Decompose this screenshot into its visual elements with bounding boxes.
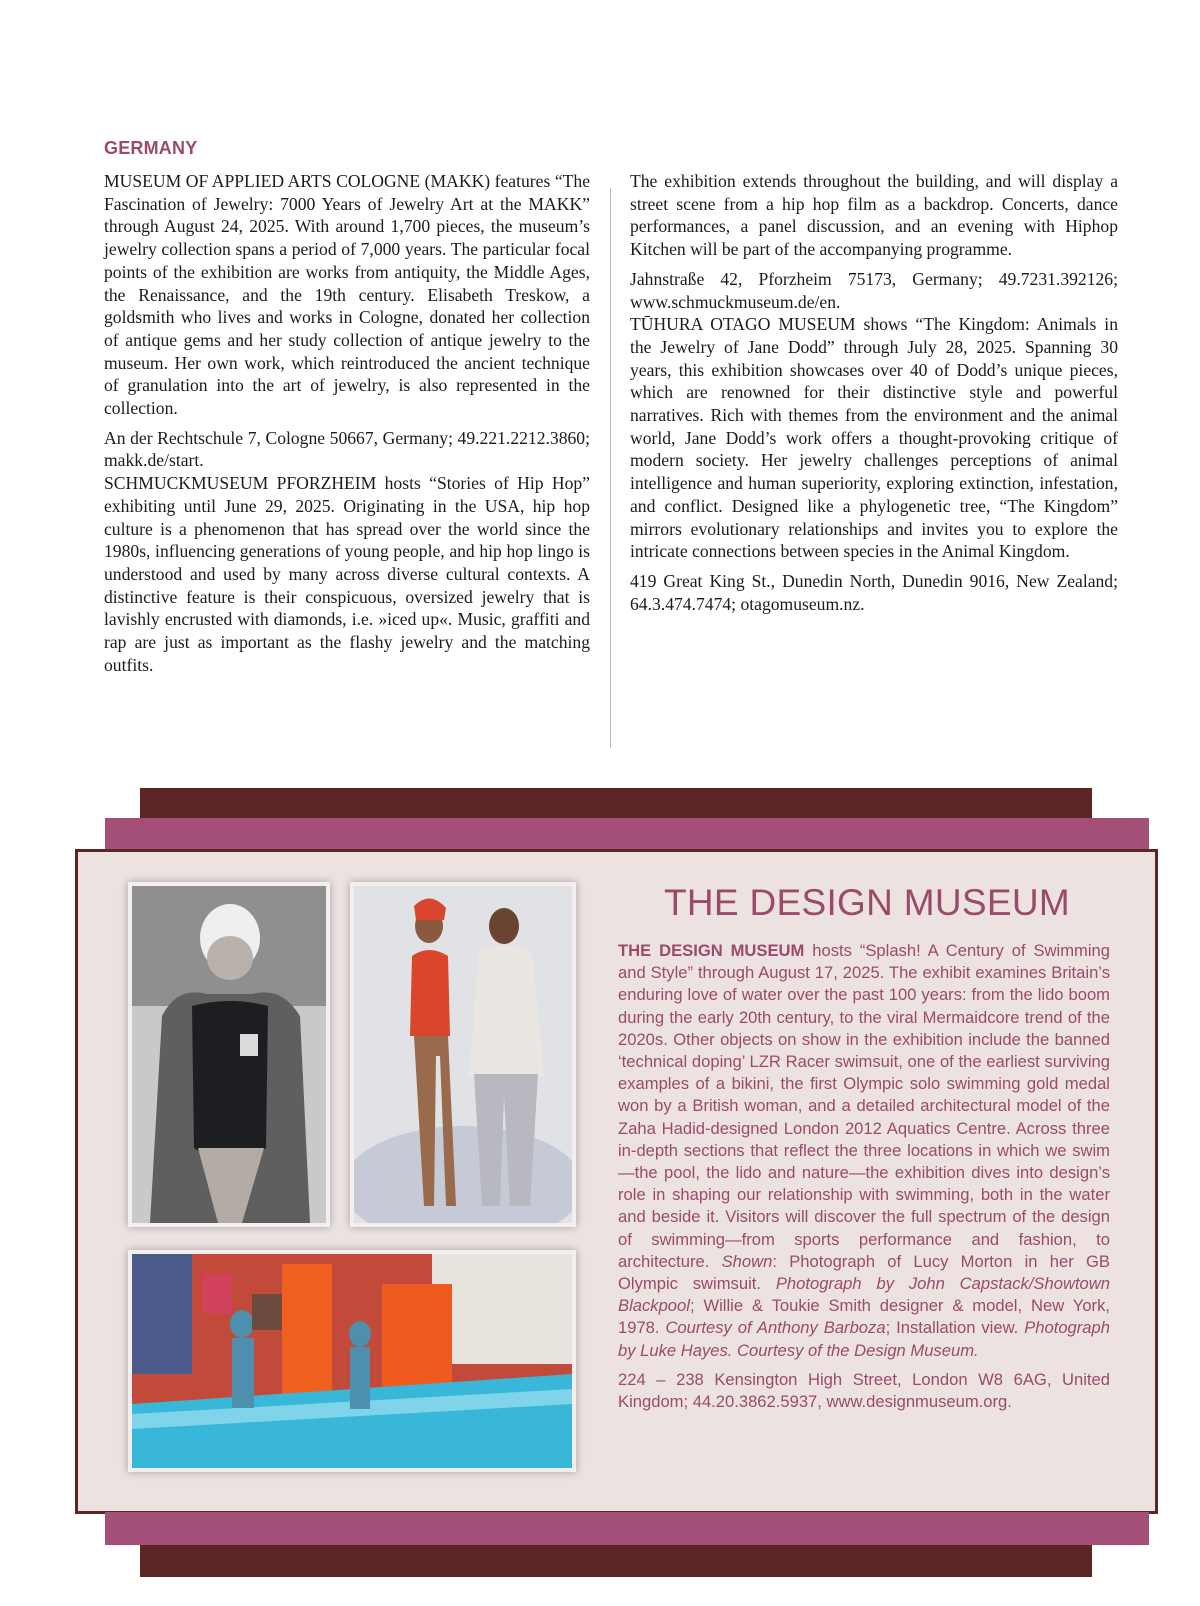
photo-installation-view bbox=[128, 1250, 576, 1472]
frame-band-dark-bottom bbox=[140, 1545, 1092, 1577]
credit-3: Photograph by Luke Hayes. Courtesy of the Design Museum. bbox=[618, 1318, 1110, 1360]
caption-1: : Photograph of Lucy Morton in her GB Olympic swimsuit. bbox=[618, 1251, 1110, 1294]
makk-address: An der Rechtschule 7, Cologne 50667, Germany; 49.221.2212.3860; makk.de/start. bbox=[104, 427, 590, 471]
feature-title: THE DESIGN MUSEUM bbox=[664, 882, 1070, 923]
frame-band-pink-bottom bbox=[105, 1512, 1149, 1545]
swimmer-photo-illustration bbox=[132, 886, 326, 1223]
fashion-photo-illustration bbox=[354, 886, 572, 1223]
installation-photo-illustration bbox=[132, 1254, 572, 1468]
photo-willie-toukie-smith bbox=[350, 882, 576, 1227]
feature-body-text: hosts “Splash! A Century of Swimming and Style” through August 17, 2025. The exhibit examines Britain’s enduring love of water over the past 100 years: from the lido boom during the early 20th century, to the viral Mermaidcore trend of the 2020s. Other objects on show in the exhibition include the banned ‘technical doping’ LZR Racer swimsuit, one of the earliest surviving examples of a bikini, the first Olympic solo swimming gold medal won by a British woman, and a detailed architectural model of the Zaha Hadid-designed London 2012 Aquatics Centre. Across three in-depth sections that reflect the three locations in which we swim—the pool, the lido and nature—the exhibition dives into design’s role in shaping our relationship with swimming, both in the water and beside it. Visitors will discover the full spectrum of the design of swimming—from sports performance and fashion, to architecture. bbox=[618, 941, 1110, 1271]
frame-band-pink-top bbox=[105, 818, 1149, 850]
right-column bbox=[630, 170, 1118, 615]
frame-band-dark-top bbox=[140, 788, 1092, 820]
otago-address: 419 Great King St., Dunedin North, Dunedin 9016, New Zealand; 64.3.474.7474; otagomuseum.nz. bbox=[630, 570, 1118, 614]
feature-lead: THE DESIGN MUSEUM bbox=[618, 941, 805, 960]
design-museum-feature-box bbox=[75, 849, 1158, 1514]
feature-text bbox=[618, 940, 1110, 1420]
makk-article: MUSEUM OF APPLIED ARTS COLOGNE (MAKK) features “The Fascination of Jewelry: 7000 Years of Jewelry Art at the MAKK” through August 24, 2025. With around 1,700 pieces, the museum’s jewelry collection spans a period of 7,000 years. The particular focal points of the exhibition are works from antiquity, the Middle Ages, the Renaissance, and the 19th century. Elisabeth Treskow, a goldsmith who lives and works in Cologne, donated her collection of antique gems and her study collection of antique jewelry to the museum. Her own work, which reintroduced the ancient technique of granulation into the art of jewelry, is also represented in the collection. bbox=[104, 171, 590, 419]
schmuckmuseum-article: SCHMUCKMUSEUM PFORZHEIM hosts “Stories of Hip Hop” exhibiting until June 29, 2025. Originating in the USA, hip hop culture is a phenomenon that has spread over the world since the 1980s, influencing generations of young people, and hip hop lingo is understood and used by many across diverse cultural contexts. A distinctive feature is their conspicuous, oversized jewelry that is lavishly encrusted with diamonds, i.e. »iced up«. Music, graffiti and rap are just as important as the flashy jewelry and the matching outfits. bbox=[104, 473, 590, 675]
feature-body bbox=[618, 940, 1110, 1362]
credit-1: Photograph by John Capstack/Showtown Blackpool bbox=[618, 1274, 1110, 1316]
shown-label: Shown bbox=[721, 1251, 773, 1271]
credit-2: Courtesy of Anthony Barboza bbox=[665, 1318, 886, 1338]
schmuckmuseum-article-continued: The exhibition extends throughout the building, and will display a street scene from a hip hop film as a backdrop. Concerts, dance performances, a panel discussion, and an evening with Hiphop Kitchen will be part of the accompanying programme. bbox=[630, 171, 1118, 260]
caption-3: ; Installation view. bbox=[885, 1318, 1025, 1338]
photo-lucy-morton-swimsuit bbox=[128, 882, 330, 1227]
section-heading: GERMANY bbox=[104, 138, 198, 158]
column-divider bbox=[610, 188, 611, 748]
caption-2: ; Willie & Toukie Smith designer & model, New York, 1978. bbox=[618, 1296, 1110, 1338]
schmuckmuseum-address: Jahnstraße 42, Pforzheim 75173, Germany; 49.7231.392126; www.schmuckmuseum.de/en. bbox=[630, 268, 1118, 312]
left-column bbox=[104, 170, 590, 683]
feature-address: 224 – 238 Kensington High Street, London W8 6AG, United Kingdom; 44.20.3862.5937, www.designmuseum.org. bbox=[618, 1369, 1110, 1412]
otago-article: TŪHURA OTAGO MUSEUM shows “The Kingdom: Animals in the Jewelry of Jane Dodd” through July 28, 2025. Spanning 30 years, this exhibition showcases over 40 of Dodd’s unique pieces, which are renowned for their distinctive style and powerful narratives. Rich with themes from the environment and the animal world, Jane Dodd’s work offers a thought-provoking critique of modern society. Her jewelry challenges perceptions of animal intelligence and human superiority, exploring extinction, infestation, and conflict. Designed like a phylogenetic tree, “The Kingdom” mirrors evolutionary relationships and invites you to explore the intricate connections between species in the Animal Kingdom. bbox=[630, 314, 1118, 562]
